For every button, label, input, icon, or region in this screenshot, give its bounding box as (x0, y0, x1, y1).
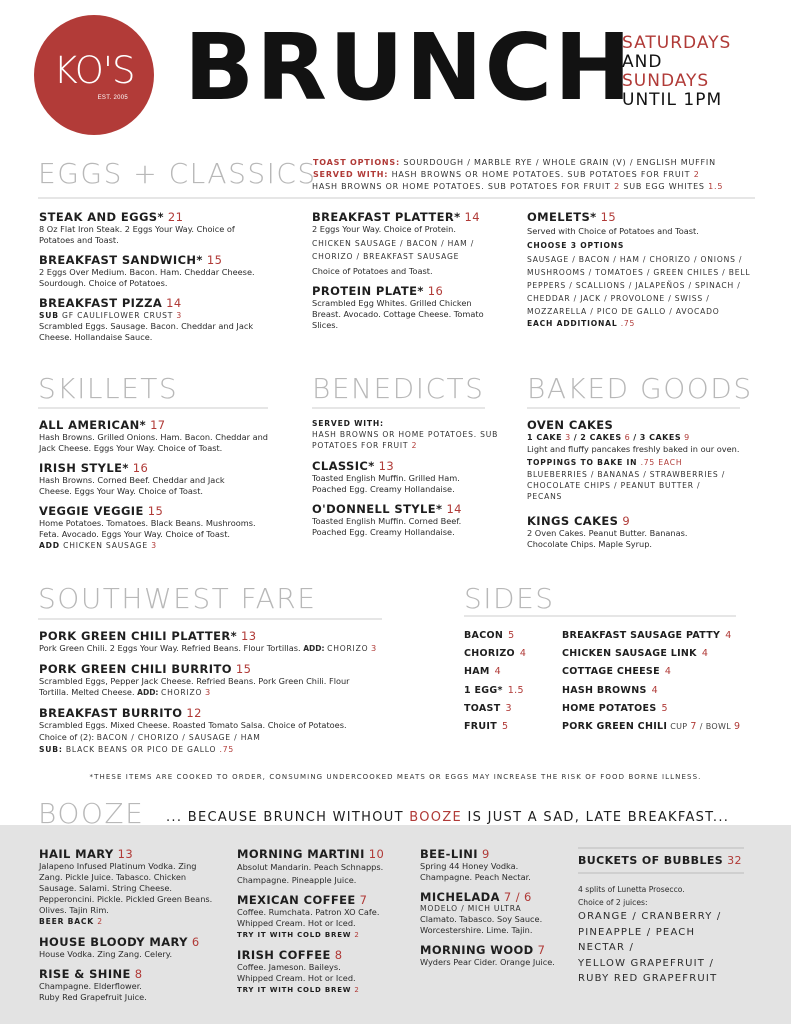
cup-label: CUP (670, 722, 688, 732)
drink-name: MEXICAN COFFEE (237, 893, 356, 907)
cake-price: 3 (565, 433, 571, 442)
potato-note: HASH BROWNS OR HOME POTATOES. SUB POTATOES FOR FRUIT (312, 182, 611, 191)
drink-item (420, 890, 570, 936)
extra-label: TRY IT WITH COLD BREW (237, 931, 352, 939)
drink-item (420, 943, 570, 968)
bowl-price: 9 (733, 721, 741, 733)
side-price: 4 (494, 666, 502, 678)
drink-desc: Coffee. Jameson. Baileys. Whipped Cream. Hot or Iced. (237, 962, 356, 983)
section-divider (38, 618, 382, 620)
item-name: VEGGIE VEGGIE (39, 504, 144, 518)
menu-item (312, 502, 502, 538)
add-price: 3 (371, 643, 377, 653)
add-price: 3 (204, 687, 211, 697)
add-price: 3 (151, 541, 157, 550)
schedule-line: SUNDAYS (622, 71, 710, 91)
add-label: ADD (39, 541, 60, 550)
sub-price: .75 (219, 745, 234, 754)
cake-size: 2 CAKES (580, 433, 622, 442)
item-price: 12 (186, 706, 202, 720)
booze-col-1 (39, 847, 224, 1010)
item-name: KINGS CAKES (527, 514, 619, 528)
item-desc: Hash Browns. Grilled Onions. Ham. Bacon. Cheddar and Jack Cheese. Eggs Your Way. Choice of Toast. (39, 432, 268, 453)
menu-item (39, 629, 399, 655)
section-divider (38, 407, 268, 409)
served-label: SERVED WITH: (312, 419, 384, 428)
toast-options (313, 157, 723, 193)
section-title-baked-goods: BAKED GOODS (527, 372, 753, 405)
drink-price: 7 (537, 943, 546, 957)
side-price: 4 (725, 630, 732, 641)
item-name: PORK GREEN CHILI BURRITO (39, 662, 232, 676)
extra-label: TRY IT WITH COLD BREW (237, 986, 352, 994)
item-name: BREAKFAST SANDWICH* (39, 253, 203, 267)
drink-price: 10 (368, 847, 385, 861)
sub-label: SUB (39, 311, 59, 320)
drink-price: 13 (117, 847, 134, 861)
section-divider (464, 615, 736, 617)
menu-item (312, 210, 512, 277)
section-divider (38, 197, 755, 199)
add-text: CHORIZO (161, 688, 203, 697)
section-divider (312, 407, 485, 409)
item-desc: Toasted English Muffin. Grilled Ham. Poached Egg. Creamy Hollandaise. (312, 473, 460, 494)
drink-desc: Coffee. Rumchata. Patron XO Cafe. Whipped Cream. Hot or Iced. (237, 907, 380, 928)
bowl-label: BOWL (705, 722, 731, 732)
menu-item (312, 284, 512, 331)
price: 2 (693, 170, 700, 179)
item-name: O'DONNELL STYLE* (312, 502, 443, 516)
eggs-col-3 (527, 210, 752, 337)
item-desc: 8 Oz Flat Iron Steak. 2 Eggs Your Way. Choice of Potatoes and Toast. (39, 224, 235, 245)
separator: / (699, 722, 703, 732)
drink-name: IRISH COFFEE (237, 948, 331, 962)
eggs-col-2 (312, 210, 512, 338)
juice-line: PINEAPPLE / PEACH NECTAR / (578, 926, 696, 953)
toppings-price: .75 EACH (640, 458, 683, 467)
section-title-southwest: SOUTHWEST FARE (38, 582, 317, 615)
drink-desc: Spring 44 Honey Vodka. Champagne. Peach Nectar. (420, 861, 531, 882)
item-name: IRISH STYLE* (39, 461, 129, 475)
drink-item (420, 847, 570, 883)
booze-col-2 (237, 847, 407, 1003)
section-title-eggs-classics: EGGS + CLASSICS (38, 157, 317, 190)
page-title: BRUNCH (184, 14, 634, 121)
side-item (464, 663, 526, 681)
side-item (562, 718, 740, 736)
item-desc: Scrambled Egg Whites. Grilled Chicken Breast. Avocado. Cottage Cheese. Tomato Slices. (312, 298, 484, 330)
item-desc: Toasted English Muffin. Corned Beef. Poached Egg. Creamy Hollandaise. (312, 516, 462, 537)
item-desc: Scrambled Eggs, Pepper Jack Cheese. Refried Beans. Pork Green Chili. Flour Tortilla. Melted Cheese. (39, 676, 350, 697)
side-item (562, 682, 740, 700)
item-price: 14 (166, 296, 182, 310)
menu-item: OVEN CAKES 1 CAKE 3 / 2 CAKES 6 / 3 CAKES 9 Light and fluffy pancakes freshly baked in our oven. TOPPINGS TO BAKE IN .75 EACH BLUEBERRIES / BANANAS / STRAWBERRIES / CHOCOLATE CHIPS / PEANUT BUTTER / PECANS (527, 418, 757, 502)
add-text: CHORIZO (327, 644, 369, 653)
drink-price: 32 (727, 854, 742, 867)
baked-goods-list (527, 418, 757, 557)
item-name: BREAKFAST BURRITO (39, 706, 183, 720)
logo-text: KO'S (53, 49, 135, 92)
schedule-line: UNTIL 1PM (622, 90, 723, 110)
side-item (562, 627, 740, 645)
item-name: BREAKFAST PLATTER* (312, 210, 461, 224)
menu-item (527, 514, 757, 550)
extra-price: 2 (97, 917, 103, 926)
item-desc-2: Choice of Potatoes and Toast. (312, 266, 433, 276)
menu-item (39, 662, 399, 699)
egg-whites-note: SUB EGG WHITES (623, 182, 705, 191)
side-item (464, 682, 526, 700)
juice-line: RUBY RED GRAPEFRUIT (578, 973, 718, 984)
sub-text: BLACK BEANS OR PICO DE GALLO (65, 745, 217, 754)
drink-name: BEE-LINI (420, 847, 478, 861)
menu-item (527, 210, 752, 330)
section-title-booze: BOOZE (38, 797, 145, 830)
item-desc: Scrambled Eggs. Mixed Cheese. Roasted Tomato Salsa. Choice of Potatoes. (39, 720, 347, 730)
side-price: 4 (519, 648, 527, 660)
side-item (464, 645, 526, 663)
item-desc: Home Potatoes. Tomatoes. Black Beans. Mushrooms. Feta. Avocado. Eggs Your Way. Choice of Toast. (39, 518, 256, 539)
southwest-list (39, 629, 399, 763)
add-label: ADD: (303, 644, 325, 653)
schedule-line: SATURDAYS (622, 33, 732, 53)
add-label: ADD: (137, 688, 159, 697)
item-price: 15 (147, 504, 164, 518)
item-price: 21 (167, 210, 184, 224)
side-name: HASH BROWNS (562, 684, 647, 696)
sides-left-list (464, 627, 526, 736)
side-price: 4 (701, 648, 709, 660)
juice-line: ORANGE / CRANBERRY / (578, 911, 722, 922)
logo-est: EST. 2005 (97, 95, 128, 101)
side-item (562, 645, 740, 663)
toast-label: TOAST OPTIONS: (313, 158, 400, 167)
drink-price: 6 (191, 935, 200, 949)
item-price: 16 (427, 284, 444, 298)
drink-price: 8 (134, 967, 143, 981)
drink-name: MICHELADA (420, 890, 500, 904)
side-name: PORK GREEN CHILI (562, 721, 668, 733)
sides-right-list (562, 627, 740, 736)
item-desc: 2 Eggs Over Medium. Bacon. Ham. Cheddar Cheese. Sourdough. Choice of Potatoes. (39, 267, 255, 288)
sub-label: SUB: (39, 745, 63, 754)
section-divider (527, 407, 740, 409)
item-name: CLASSIC* (312, 459, 375, 473)
menu-item (39, 504, 274, 552)
item-price: 15 (235, 662, 252, 676)
toast-value: SOURDOUGH / MARBLE RYE / WHOLE GRAIN (V) / ENGLISH MUFFIN (403, 158, 716, 167)
drink-price: 8 (334, 948, 343, 962)
each-price: .75 (620, 319, 636, 328)
item-price: 16 (132, 461, 149, 475)
choice-label: Choice of (2): (39, 732, 95, 742)
drink-desc: House Vodka. Zing Zang. Celery. (39, 949, 173, 959)
item-desc: 2 Eggs Your Way. Choice of Protein. (312, 224, 456, 234)
juice-options (578, 909, 744, 987)
section-title-sides: SIDES (464, 582, 555, 615)
each-label: EACH ADDITIONAL (527, 319, 618, 328)
served-text: HASH BROWNS OR HOME POTATOES. SUB POTATOES FOR FRUIT (312, 430, 499, 450)
side-name: BREAKFAST SAUSAGE PATTY (562, 630, 721, 641)
tagline-highlight: BOOZE (409, 810, 463, 825)
item-desc: Hash Browns. Corned Beef. Cheddar and Jack Cheese. Eggs Your Way. Choice of Toast. (39, 475, 225, 496)
drink-desc: Jalapeno Infused Platinum Vodka. Zing Zang. Pickle Juice. Tabasco. Chicken Sausage. Salami. String Cheese. Pepperoncini. Pickle. Pickled Green Beans. Olives. Tajin Rim. (39, 861, 213, 915)
menu-item (39, 706, 399, 756)
served-price: 2 (411, 441, 418, 450)
drink-item (237, 948, 407, 996)
drink-name: RISE & SHINE (39, 967, 131, 981)
cup-price: 7 (690, 721, 697, 733)
cake-price: 9 (684, 433, 690, 442)
menu-item (39, 461, 274, 497)
menu-item (312, 459, 502, 495)
drink-name: BUCKETS OF BUBBLES (578, 854, 724, 867)
choice-text: BACON / CHORIZO / SAUSAGE / HAM (96, 733, 261, 742)
cake-price: 6 (624, 433, 631, 442)
drink-desc: Absolut Mandarin. Peach Schnapps. Champagne. Pineapple Juice. (237, 862, 384, 885)
beer-options: MODELO / MICH ULTRA (420, 904, 522, 913)
tagline-pre: ... BECAUSE BRUNCH WITHOUT (166, 810, 404, 825)
drink-desc: Champagne. Elderflower. Ruby Red Grapefruit Juice. (39, 981, 147, 1002)
side-price: 3 (505, 702, 512, 714)
item-price: 17 (150, 418, 166, 432)
side-price: 5 (502, 721, 509, 733)
drink-item (39, 847, 224, 928)
extra-price: 2 (354, 931, 360, 939)
menu-item (39, 253, 294, 289)
side-item (464, 718, 526, 736)
buckets-of-bubbles (578, 847, 744, 987)
price: 2 (614, 182, 620, 191)
side-name: BACON (464, 630, 504, 641)
side-name: 1 EGG* (464, 684, 503, 696)
side-name: HOME POTATOES (562, 702, 657, 714)
toppings-list: BLUEBERRIES / BANANAS / STRAWBERRIES / CHOCOLATE CHIPS / PEANUT BUTTER / PECANS (527, 470, 726, 501)
protein-options: CHICKEN SAUSAGE / BACON / HAM / CHORIZO / BREAKFAST SAUSAGE (312, 239, 475, 261)
add-text: CHICKEN SAUSAGE (63, 541, 148, 550)
item-desc: Scrambled Eggs. Sausage. Bacon. Cheddar and Jack Cheese. Hollandaise Sauce. (39, 321, 254, 342)
benedicts-list (312, 418, 502, 545)
item-desc: Pork Green Chili. 2 Eggs Your Way. Refried Beans. Flour Tortillas. (39, 643, 301, 653)
side-price: 1.5 (507, 684, 524, 696)
item-name: ALL AMERICAN* (39, 418, 147, 432)
item-price: 15 (600, 210, 617, 224)
item-desc: 2 Oven Cakes. Peanut Butter. Bananas. Chocolate Chips. Maple Syrup. (527, 528, 688, 549)
sub-price: 3 (176, 311, 182, 320)
item-price: 14 (464, 210, 480, 224)
item-price: 13 (378, 459, 395, 473)
item-price: 13 (241, 629, 257, 643)
drink-item (237, 847, 407, 886)
side-name: CHICKEN SAUSAGE LINK (562, 648, 697, 660)
drink-name: HAIL MARY (39, 847, 114, 861)
drink-price: 7 / 6 (503, 890, 532, 904)
eggs-col-1 (39, 210, 294, 350)
served-value: HASH BROWNS OR HOME POTATOES. SUB POTATOES FOR FRUIT (391, 170, 691, 179)
drink-desc: Clamato. Tabasco. Soy Sauce. Worcestershire. Lime. Tajin. (420, 914, 543, 935)
item-price: 9 (622, 514, 631, 528)
omelet-options: SAUSAGE / BACON / HAM / CHORIZO / ONIONS / MUSHROOMS / TOMATOES / GREEN CHILES / BELL PEPPERS / SCALLIONS / JALAPEÑOS / SPINACH / CHEDDAR / JACK / PROVOLONE / SWISS / MOZZARELLA / PICO DE GALLO / AVOCADO (527, 255, 751, 316)
schedule-line: AND (622, 52, 663, 72)
side-price: 4 (664, 666, 672, 678)
sub-text: GF CAULIFLOWER CRUST (62, 311, 174, 320)
side-name: HAM (464, 666, 490, 678)
drink-item (39, 935, 224, 960)
item-name: OMELETS* (527, 210, 597, 224)
schedule (622, 34, 731, 110)
side-price: 5 (661, 702, 668, 714)
item-price: 14 (446, 502, 462, 516)
juice-line: YELLOW GRAPEFRUIT / (578, 957, 715, 969)
cake-size: 3 CAKES (639, 433, 682, 442)
item-name: STEAK AND EGGS* (39, 210, 164, 224)
extra-price: 2 (354, 986, 360, 994)
drink-name: MORNING WOOD (420, 943, 534, 957)
extra-label: BEER BACK (39, 917, 94, 926)
side-price: 5 (508, 630, 515, 641)
booze-col-3 (420, 847, 570, 975)
drink-name: MORNING MARTINI (237, 847, 365, 861)
section-title-benedicts: BENEDICTS (312, 372, 485, 405)
booze-tagline (166, 810, 729, 825)
served-label: SERVED WITH: (313, 170, 389, 179)
item-name: PORK GREEN CHILI PLATTER* (39, 629, 238, 643)
side-item (562, 663, 740, 681)
side-name: CHORIZO (464, 648, 515, 660)
item-name: OVEN CAKES (527, 418, 614, 432)
item-price: 15 (206, 253, 223, 267)
side-item (562, 700, 740, 718)
drink-name: HOUSE BLOODY MARY (39, 935, 188, 949)
food-safety-disclaimer: *THESE ITEMS ARE COOKED TO ORDER, CONSUMING UNDERCOOKED MEATS OR EGGS MAY INCREASE THE RISK OF FOOD BORNE ILLNESS. (89, 773, 702, 781)
item-name: BREAKFAST PIZZA (39, 296, 163, 310)
kos-logo (34, 15, 154, 135)
drink-price: 9 (481, 847, 490, 861)
price: 1.5 (708, 182, 724, 191)
menu-item (39, 210, 294, 246)
menu-item (39, 296, 294, 343)
side-name: FRUIT (464, 721, 498, 733)
drink-item (39, 967, 224, 1003)
item-desc: Light and fluffy pancakes freshly baked in our oven. (527, 444, 740, 454)
choose-label: CHOOSE 3 OPTIONS (527, 241, 625, 250)
side-item (464, 700, 526, 718)
skillets-list (39, 418, 274, 559)
section-title-skillets: SKILLETS (38, 372, 179, 405)
tagline-post: IS JUST A SAD, LATE BREAKFAST... (467, 810, 730, 825)
drink-desc: Wyders Pear Cider. Orange Juice. (420, 957, 555, 967)
menu-item (39, 418, 274, 454)
side-price: 4 (651, 684, 658, 696)
toppings-label: TOPPINGS TO BAKE IN (527, 458, 638, 467)
bubbles-desc: 4 splits of Lunetta Prosecco. (578, 885, 685, 894)
item-name: PROTEIN PLATE* (312, 284, 424, 298)
item-desc: Served with Choice of Potatoes and Toast. (527, 226, 699, 236)
side-name: TOAST (464, 702, 501, 714)
bubbles-desc-2: Choice of 2 juices: (578, 898, 648, 907)
drink-item (237, 893, 407, 941)
drink-price: 7 (359, 893, 368, 907)
side-item (464, 627, 526, 645)
side-name: COTTAGE CHEESE (562, 666, 660, 678)
cake-size: 1 CAKE (527, 433, 563, 442)
